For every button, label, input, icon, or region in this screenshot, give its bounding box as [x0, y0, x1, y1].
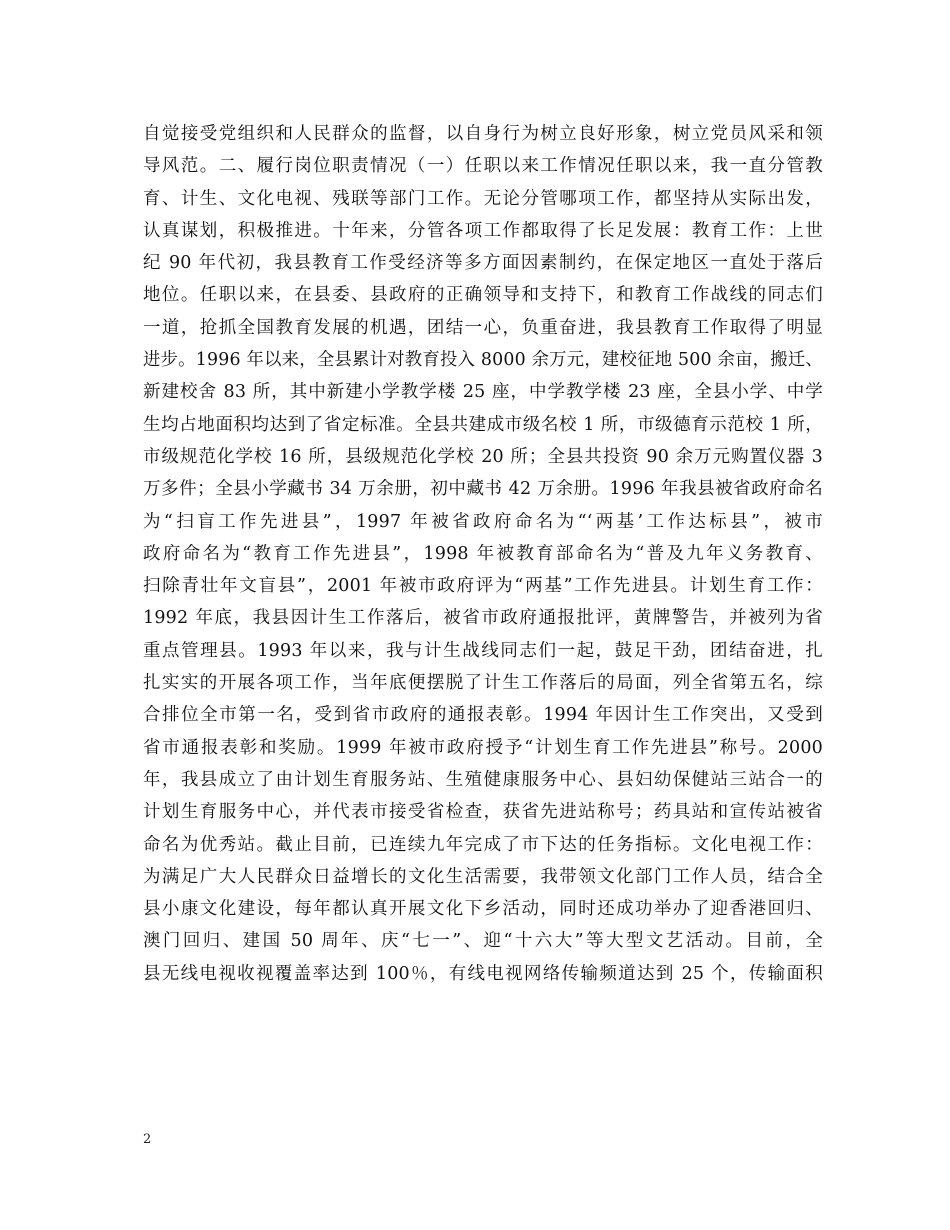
page-number: 2 — [143, 1132, 152, 1147]
text-line: 县小康文化建设，每年都认真开展文化下乡活动，同时还成功举办了迎香港回归、 — [143, 899, 823, 920]
text-line: 新建校舍 83 所，其中新建小学教学楼 25 座，中学教学楼 23 座，全县小学、中学 — [143, 382, 823, 403]
text-line: 纪 90 年代初，我县教育工作受经济等多方面因素制约，在保定地区一直处于落后 — [143, 253, 823, 274]
text-line: 重点管理县。1993 年以来，我与计生战线同志们一起，鼓足干劲，团结奋进，扎 — [143, 640, 823, 661]
text-line: 为满足广大人民群众日益增长的文化生活需要，我带领文化部门工作人员，结合全 — [143, 866, 823, 887]
text-line: 澳门回归、建国 50 周年、庆“七一”、迎“十六大”等大型文艺活动。目前，全 — [143, 931, 823, 952]
text-line: 县无线电视收视覆盖率达到 100％，有线电视网络传输频道达到 25 个，传输面积 — [143, 963, 823, 984]
text-line: 为“扫盲工作先进县”，1997 年被省政府命名为“‘两基’工作达标县”，被市 — [143, 511, 823, 532]
text-line: 扎实实的开展各项工作，当年底便摆脱了计生工作落后的局面，列全省第五名，综 — [143, 673, 823, 694]
text-line: 一道，抢抓全国教育发展的机遇，团结一心，负重奋进，我县教育工作取得了明显 — [143, 317, 823, 338]
text-line: 计划生育服务中心，并代表市接受省检查，获省先进站称号；药具站和宣传站被省 — [143, 802, 823, 823]
text-line: 万多件；全县小学藏书 34 万余册，初中藏书 42 万余册。1996 年我县被省政府命名 — [143, 479, 823, 500]
text-line: 认真谋划，积极推进。十年来，分管各项工作都取得了长足发展：教育工作：上世 — [143, 220, 823, 241]
text-line: 合排位全市第一名，受到省市政府的通报表彰。1994 年因计生工作突出，又受到 — [143, 705, 823, 726]
body-paragraph — [143, 118, 823, 990]
text-line: 导风范。二、履行岗位职责情况（一）任职以来工作情况任职以来，我一直分管教 — [143, 156, 823, 177]
text-line: 政府命名为“教育工作先进县”，1998 年被教育部命名为“普及九年义务教育、 — [143, 543, 823, 564]
text-line: 省市通报表彰和奖励。1999 年被市政府授予“计划生育工作先进县”称号。2000 — [143, 737, 823, 758]
text-line: 地位。任职以来，在县委、县政府的正确领导和支持下，和教育工作战线的同志们 — [143, 285, 823, 306]
text-line: 扫除青壮年文盲县”，2001 年被市政府评为“两基”工作先进县。计划生育工作： — [143, 576, 823, 597]
text-line: 市级规范化学校 16 所，县级规范化学校 20 所；全县共投资 90 余万元购置仪器 3 — [143, 446, 823, 467]
text-line: 年，我县成立了由计划生育服务站、生殖健康服务中心、县妇幼保健站三站合一的 — [143, 769, 823, 790]
text-line: 生均占地面积均达到了省定标准。全县共建成市级名校 1 所，市级德育示范校 1 所， — [143, 414, 823, 435]
text-line: 1992 年底，我县因计生工作落后，被省市政府通报批评，黄牌警告，并被列为省 — [143, 608, 823, 629]
text-line: 育、计生、文化电视、残联等部门工作。无论分管哪项工作，都坚持从实际出发， — [143, 188, 823, 209]
text-line: 命名为优秀站。截止目前，已连续九年完成了市下达的任务指标。文化电视工作： — [143, 834, 823, 855]
text-line: 进步。1996 年以来，全县累计对教育投入 8000 余万元，建校征地 500 余亩，搬迁、 — [143, 350, 823, 371]
text-line: 自觉接受党组织和人民群众的监督，以自身行为树立良好形象，树立党员风采和领 — [143, 124, 823, 144]
